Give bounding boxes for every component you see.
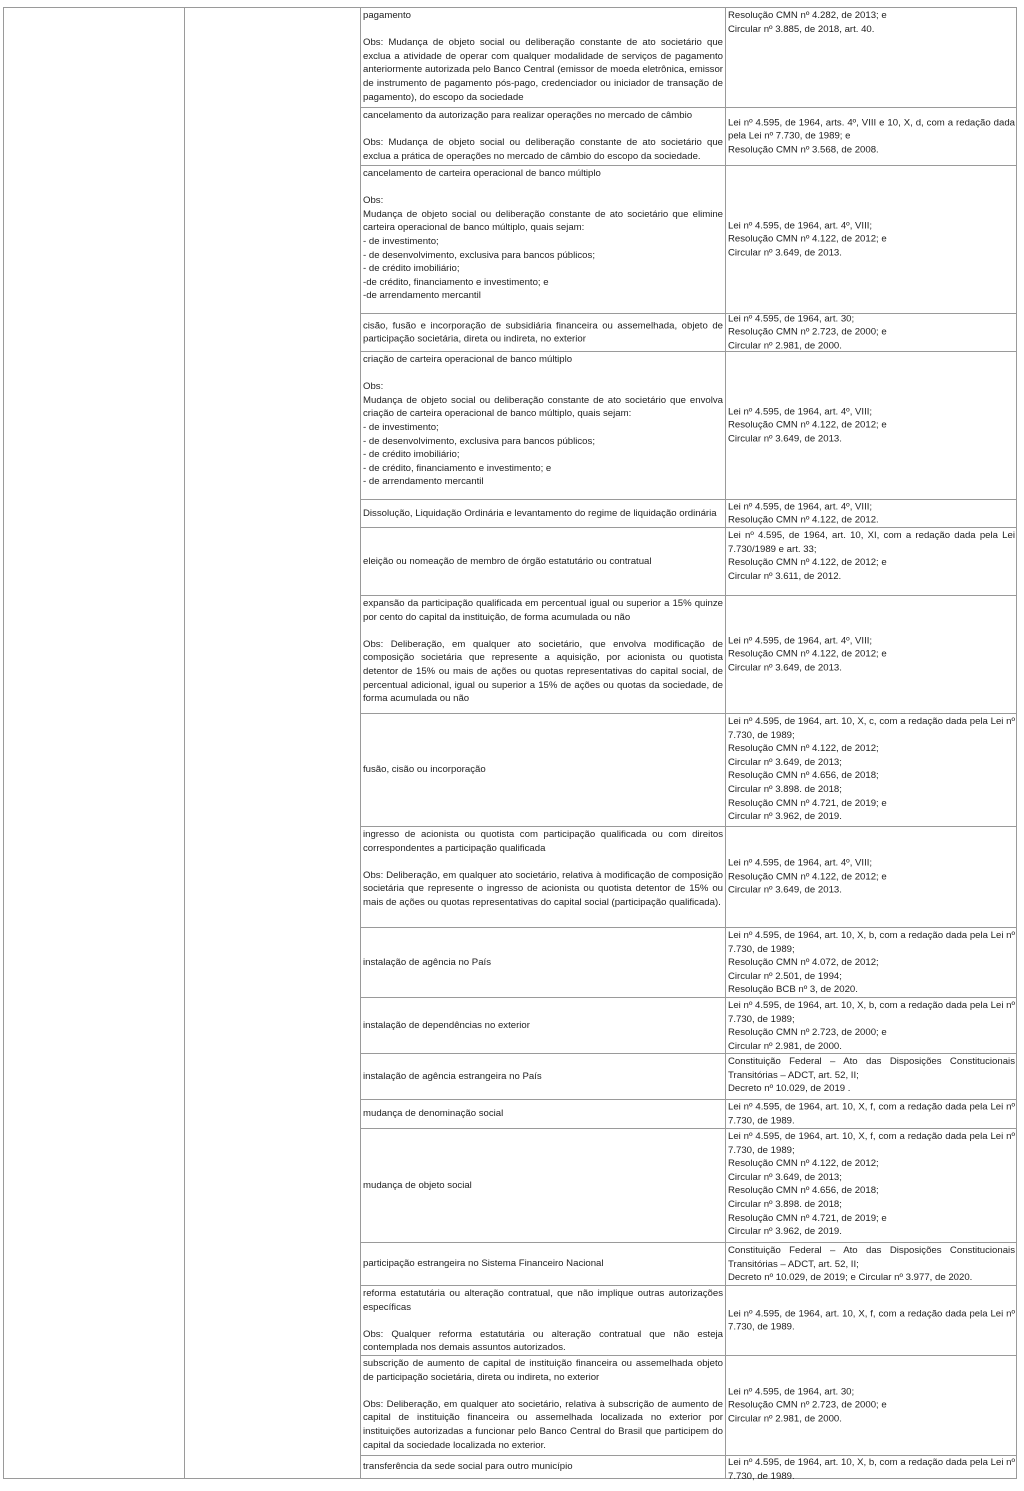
subject-cell [361, 1356, 726, 1455]
subject-cell [361, 998, 726, 1053]
subject-cell [361, 108, 726, 165]
subject-text: pagamento Obs: Mudança de objeto social ou deliberação constante de ato societário que exclua a atividade de operar com qualquer modalidade de serviços de pagamento anteriormente autorizada pelo Banco Central (emissor de moeda eletrônica, emissor de instrumento de pagamento pós-pago, credenciador ou iniciador de transação de pagamento), do escopo da sociedade [363, 10, 723, 103]
subject-cell [361, 352, 726, 499]
subject-text: subscrição de aumento de capital de instituição financeira ou assemelhada objeto de participação societária, direta ou indireta, no exterior Obs: Deliberação, em qualquer ato societário, relativa à subscrição de aumento de capital de instituição financeira ou assemelhada localizada no exterior por instituições autorizadas a funcionar pelo Banco Central do Brasil que participem do capital da sociedade localizada no exterior. [363, 1358, 723, 1451]
subject-cell [361, 1054, 726, 1099]
legal-basis-text: Lei nº 4.595, de 1964, art. 10, X, b, com a redação dada pela Lei nº 7.730, de 1989. [728, 1457, 1015, 1482]
table-row [361, 1243, 1017, 1286]
subject-cell [361, 928, 726, 997]
table-row [361, 8, 1017, 108]
subject-cell [361, 827, 726, 927]
table-row [361, 827, 1017, 928]
subject-cell [361, 314, 726, 351]
legal-basis-text: Lei nº 4.595, de 1964, art. 4º, VIII; Resolução CMN nº 4.122, de 2012; e Circular nº 3.649, de 2013. [728, 857, 887, 896]
legal-basis-text: Lei nº 4.595, de 1964, art. 4º, VIII; Resolução CMN nº 4.122, de 2012. [728, 500, 879, 526]
subject-text: cancelamento da autorização para realizar operações no mercado de câmbio Obs: Mudança de objeto social ou deliberação constante de ato societário que exclua a prática de operações no mercado de câmbio do escopo da sociedade. [363, 110, 723, 162]
legal-basis-cell [726, 714, 1017, 826]
legal-basis-cell [726, 108, 1017, 165]
subject-text: ingresso de acionista ou quotista com participação qualificada ou com direitos correspondentes a participação qualificada Obs: Deliberação, em qualquer ato societário, relativa à modificação de composição societária que represente o ingresso de acionista ou quotista detentor de 15% ou mais de ações ou quotas representativas do capital social (participação qualificada). [363, 829, 723, 908]
table-row [361, 596, 1017, 714]
subject-text: transferência da sede social para outro município [363, 1461, 573, 1473]
subject-text: participação estrangeira no Sistema Financeiro Nacional [363, 1258, 604, 1270]
legal-basis-cell [726, 1456, 1017, 1482]
table-row [361, 1456, 1017, 1482]
legal-basis-cell [726, 1129, 1017, 1242]
legal-basis-text: Resolução CMN nº 4.282, de 2013; e Circular nº 3.885, de 2018, art. 40. [728, 10, 887, 35]
table-row [361, 998, 1017, 1054]
subject-text: expansão da participação qualificada em percentual igual ou superior a 15% quinze por cento do capital da instituição, de forma acumulada ou não Obs: Deliberação, em qualquer ato societário, que envolva modificação de composição societária que represente a aquisição, por acionista ou quotista detentor de 15% ou mais de ações ou quotas representativas do capital social, de percentual adicional, igual ou superior a 15% de ações ou quotas da sociedade, de forma acumulada ou não [363, 598, 723, 705]
table-row [361, 1129, 1017, 1243]
legal-basis-cell [726, 500, 1017, 527]
legal-basis-cell [726, 352, 1017, 499]
subject-text: instalação de dependências no exterior [363, 1019, 530, 1031]
subject-text: mudança de objeto social [363, 1179, 472, 1191]
legal-basis-text: Lei nº 4.595, de 1964, art. 10, XI, com a redação dada pela Lei 7.730/1989 e art. 33; Resolução CMN nº 4.122, de 2012; e Circular nº 3.611, de 2012. [728, 530, 1015, 582]
legal-basis-cell [726, 166, 1017, 313]
subject-cell [361, 500, 726, 527]
legal-basis-text: Lei nº 4.595, de 1964, art. 10, X, c, com a redação dada pela Lei nº 7.730, de 1989; Resolução CMN nº 4.122, de 2012; Circular nº 3.649, de 2013; Resolução CMN nº 4.656, de 2018; Circular nº 3.898. de 2018; Resolução CMN nº 4.721, de 2019; e Circular nº 3.962, de 2019. [728, 716, 1015, 823]
legal-basis-text: Lei nº 4.595, de 1964, art. 10, X, b, com a redação dada pela Lei nº 7.730, de 1989; Resolução CMN nº 4.072, de 2012; Circular nº 2.501, de 1994; Resolução BCB nº 3, de 2020. [728, 930, 1015, 996]
subject-text: Dissolução, Liquidação Ordinária e levantamento do regime de liquidação ordinária [363, 507, 717, 519]
subject-cell [361, 1243, 726, 1285]
legal-basis-cell [726, 1286, 1017, 1355]
table-row [361, 500, 1017, 528]
subject-text: eleição ou nomeação de membro de órgão estatutário ou contratual [363, 555, 652, 567]
subject-text: instalação de agência estrangeira no País [363, 1070, 542, 1082]
legal-basis-cell [726, 1356, 1017, 1455]
table-row [361, 1356, 1017, 1456]
legal-basis-text: Lei nº 4.595, de 1964, art. 10, X, f, com a redação dada pela Lei nº 7.730, de 1989. [728, 1307, 1015, 1333]
column-divider-1 [184, 8, 185, 1478]
legal-basis-text: Lei nº 4.595, de 1964, art. 10, X, f, com a redação dada pela Lei nº 7.730, de 1989; Resolução CMN nº 4.122, de 2012; Circular nº 3.649, de 2013; Resolução CMN nº 4.656, de 2018; Circular nº 3.898. de 2018; Resolução CMN nº 4.721, de 2019; e Circular nº 3.962, de 2019. [728, 1131, 1015, 1238]
subject-cell [361, 1100, 726, 1128]
table-row [361, 528, 1017, 596]
table-row [361, 352, 1017, 500]
subject-cell [361, 596, 726, 713]
subject-text: reforma estatutária ou alteração contratual, que não implique outras autorizações específicas Obs: Qualquer reforma estatutária ou alteração contratual que não esteja contemplada nos demais assuntos autorizados. [363, 1288, 723, 1354]
subject-cell [361, 166, 726, 313]
subject-cell [361, 528, 726, 595]
subject-text: instalação de agência no País [363, 956, 492, 968]
subject-cell [361, 714, 726, 826]
legal-basis-cell [726, 928, 1017, 997]
subject-cell [361, 8, 726, 107]
table-row [361, 1100, 1017, 1129]
legal-basis-cell [726, 998, 1017, 1053]
table-row [361, 1054, 1017, 1100]
legal-basis-text: Constituição Federal – Ato das Disposições Constitucionais Transitórias – ADCT, art. 52, II; Decreto nº 10.029, de 2019 . [728, 1056, 1015, 1095]
legal-basis-cell [726, 528, 1017, 595]
legal-basis-text: Lei nº 4.595, de 1964, art. 10, X, f, com a redação dada pela Lei nº 7.730, de 1989. [728, 1101, 1015, 1126]
legal-basis-cell [726, 8, 1017, 107]
legal-basis-text: Lei nº 4.595, de 1964, art. 4º, VIII; Resolução CMN nº 4.122, de 2012; e Circular nº 3.649, de 2013. [728, 635, 887, 674]
legal-basis-text: Lei nº 4.595, de 1964, arts. 4º, VIII e 10, X, d, com a redação dada pela Lei nº 7.730, de 1989; e Resolução CMN nº 3.568, de 2008. [728, 117, 1015, 156]
subject-text: cancelamento de carteira operacional de banco múltiplo Obs: Mudança de objeto social ou deliberação constante de ato societário que elimine carteira operacional de banco múltiplo, quais sejam: - de investimento; - de desenvolvimento, exclusiva para bancos públicos; - de crédito imobiliário; -de crédito, financiamento e investimento; e -de arrendamento mercantil [363, 168, 723, 302]
legal-basis-text: Constituição Federal – Ato das Disposições Constitucionais Transitórias – ADCT, art. 52, II; Decreto nº 10.029, de 2019; e Circular nº 3.977, de 2020. [728, 1245, 1015, 1284]
subject-text: criação de carteira operacional de banco múltiplo Obs: Mudança de objeto social ou deliberação constante de ato societário que envolva criação de carteira operacional de banco múltiplo, quais sejam: - de investimento; - de desenvolvimento, exclusiva para bancos públicos; - de crédito imobiliário; - de crédito, financiamento e investimento; e - de arrendamento mercantil [363, 354, 723, 488]
table-row [361, 714, 1017, 827]
legal-basis-cell [726, 1100, 1017, 1128]
table-row [361, 166, 1017, 314]
legal-basis-text: Lei nº 4.595, de 1964, art. 30; Resolução CMN nº 2.723, de 2000; e Circular nº 2.981, de 2000. [728, 1386, 887, 1425]
legal-basis-cell [726, 827, 1017, 927]
legal-basis-cell [726, 596, 1017, 713]
subject-text: cisão, fusão e incorporação de subsidiária financeira ou assemelhada, objeto de participação societária, direta ou indireta, no exterior [363, 319, 723, 345]
table-row [361, 314, 1017, 352]
legal-basis-cell [726, 1054, 1017, 1099]
document-table [3, 7, 1017, 1482]
table-row [361, 1286, 1017, 1356]
legal-basis-text: Lei nº 4.595, de 1964, art. 4º, VIII; Resolução CMN nº 4.122, de 2012; e Circular nº 3.649, de 2013. [728, 406, 887, 445]
legal-basis-text: Lei nº 4.595, de 1964, art. 4º, VIII; Resolução CMN nº 4.122, de 2012; e Circular nº 3.649, de 2013. [728, 220, 887, 259]
table-row [361, 928, 1017, 998]
subject-text: mudança de denominação social [363, 1108, 504, 1120]
legal-basis-text: Lei nº 4.595, de 1964, art. 30; Resolução CMN nº 2.723, de 2000; e Circular nº 2.981, de 2000. [728, 313, 887, 352]
table-row [361, 108, 1017, 166]
subject-text: fusão, cisão ou incorporação [363, 764, 486, 776]
legal-basis-cell [726, 1243, 1017, 1285]
legal-basis-text: Lei nº 4.595, de 1964, art. 10, X, b, com a redação dada pela Lei nº 7.730, de 1989; Resolução CMN nº 2.723, de 2000; e Circular nº 2.981, de 2000. [728, 1000, 1015, 1052]
subject-cell [361, 1286, 726, 1355]
subject-cell [361, 1129, 726, 1242]
legal-basis-cell [726, 314, 1017, 351]
subject-cell [361, 1456, 726, 1478]
